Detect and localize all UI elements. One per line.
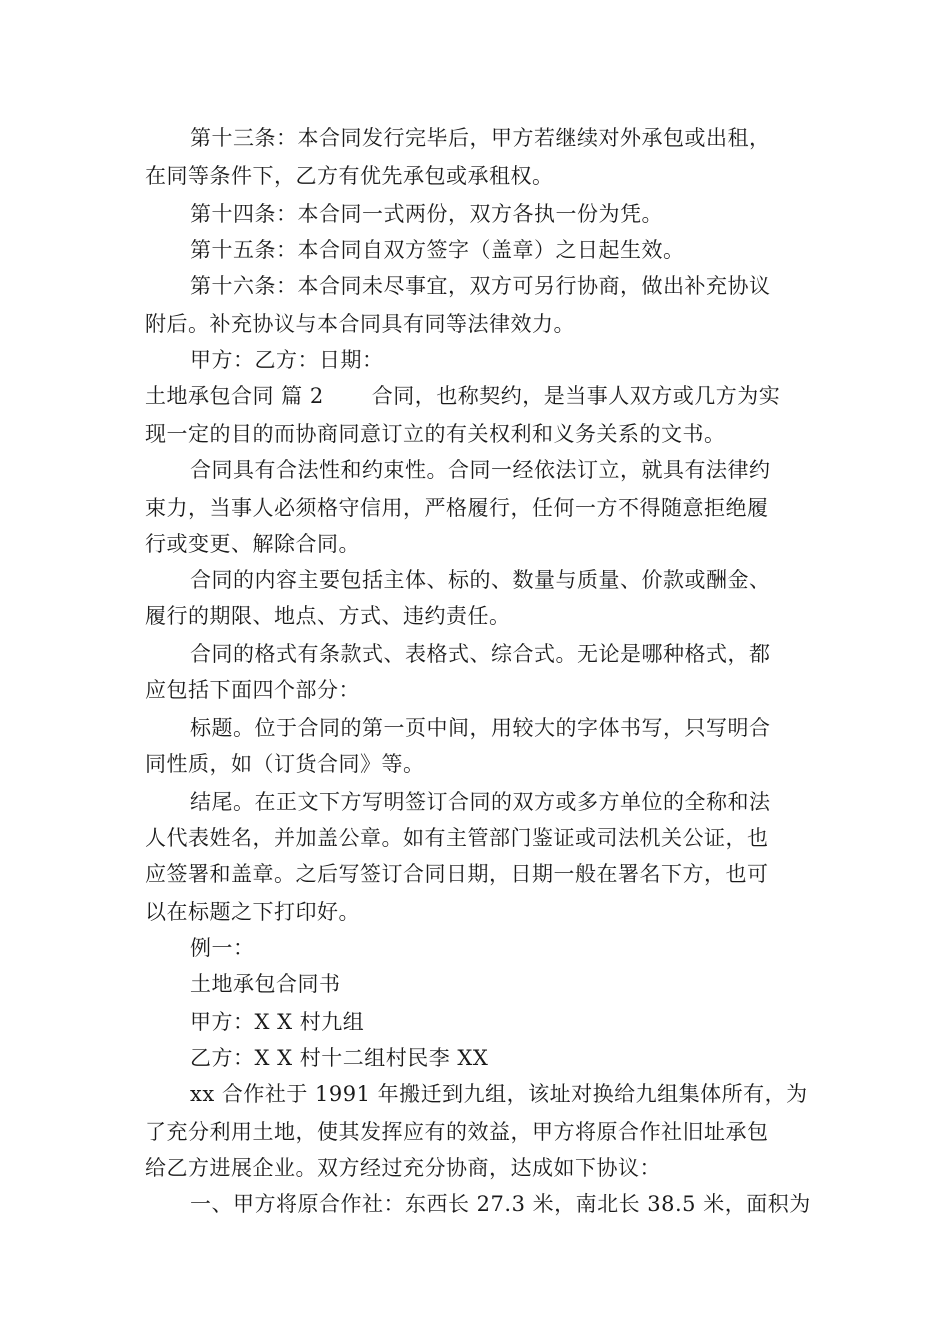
paragraph-line: 现一定的目的而协商同意订立的有关权利和义务关系的文书。 bbox=[145, 422, 726, 446]
paragraph-line: 第十五条：本合同自双方签字（盖章）之日起生效。 bbox=[190, 238, 685, 262]
paragraph-line: xx 合作社于 1991 年搬迁到九组，该址对换给九组集体所有，为 bbox=[190, 1082, 808, 1106]
party-b-line: 乙方：X X 村十二组村民李 XX bbox=[190, 1046, 489, 1070]
contract-title: 土地承包合同书 bbox=[190, 972, 341, 996]
paragraph-line: 束力，当事人必须格守信用，严格履行，任何一方不得随意拒绝履 bbox=[145, 496, 769, 520]
paragraph-line: 了充分利用土地，使其发挥应有的效益，甲方将原合作社旧址承包 bbox=[145, 1120, 769, 1144]
paragraph-line: 以在标题之下打印好。 bbox=[145, 900, 360, 924]
paragraph-line: 第十四条：本合同一式两份，双方各执一份为凭。 bbox=[190, 202, 663, 226]
section-heading: 土地承包合同 篇 2 bbox=[145, 384, 324, 408]
paragraph-line: 人代表姓名，并加盖公章。如有主管部门鉴证或司法机关公证，也 bbox=[145, 826, 769, 850]
paragraph-line: 在同等条件下，乙方有优先承包或承租权。 bbox=[145, 164, 554, 188]
paragraph-line: 一、甲方将原合作社：东西长 27.3 米，南北长 38.5 米，面积为 bbox=[190, 1192, 811, 1216]
paragraph-line: 行或变更、解除合同。 bbox=[145, 532, 360, 556]
paragraph-line: 结尾。在正文下方写明签订合同的双方或多方单位的全称和法 bbox=[190, 790, 771, 814]
paragraph-line: 例一： bbox=[190, 936, 255, 960]
paragraph-line: 给乙方进展企业。双方经过充分协商，达成如下协议： bbox=[145, 1156, 661, 1180]
party-a-line: 甲方：X X 村九组 bbox=[190, 1010, 365, 1034]
paragraph-line bbox=[145, 380, 780, 410]
paragraph-line: 合同的内容主要包括主体、标的、数量与质量、价款或酬金、 bbox=[190, 568, 771, 592]
paragraph-line: 同性质，如（订货合同》等。 bbox=[145, 752, 425, 776]
paragraph-line: 合同具有合法性和约束性。合同一经依法订立，就具有法律约 bbox=[190, 458, 771, 482]
signature-line: 甲方：乙方：日期： bbox=[190, 348, 384, 372]
paragraph-line: 合同的格式有条款式、表格式、综合式。无论是哪种格式，都 bbox=[190, 642, 771, 666]
paragraph-text: 合同，也称契约，是当事人双方或几方为实 bbox=[371, 384, 781, 408]
paragraph-line: 应包括下面四个部分： bbox=[145, 678, 360, 702]
paragraph-line: 标题。位于合同的第一页中间，用较大的字体书写，只写明合 bbox=[190, 716, 771, 740]
paragraph-line: 附后。补充协议与本合同具有同等法律效力。 bbox=[145, 312, 575, 336]
paragraph-line: 应签署和盖章。之后写签订合同日期，日期一般在署名下方，也可 bbox=[145, 862, 769, 886]
paragraph-line: 第十三条：本合同发行完毕后，甲方若继续对外承包或出租， bbox=[190, 126, 771, 150]
paragraph-line: 履行的期限、地点、方式、违约责任。 bbox=[145, 604, 511, 628]
paragraph-line: 第十六条：本合同未尽事宜，双方可另行协商，做出补充协议 bbox=[190, 274, 771, 298]
